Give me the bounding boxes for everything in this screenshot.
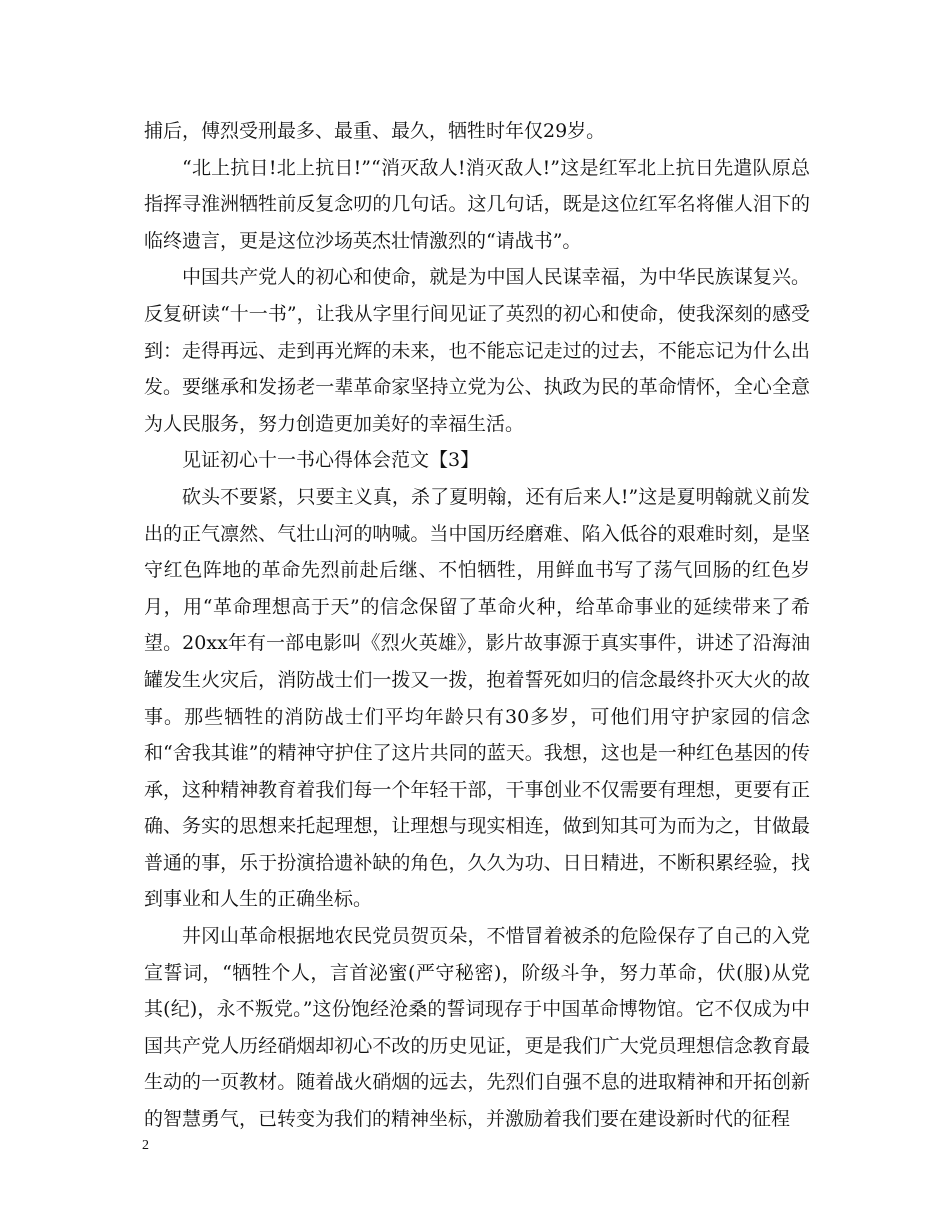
body-text [144,113,810,1138]
section-heading: 见证初心十一书心得体会范文【3】 [182,449,480,472]
paragraph-4: 砍头不要紧，只要主义真，杀了夏明翰，还有后来人!”这是夏明翰就义前发出的正气凛然、气壮山河的呐喊。当中国历经磨难、陷入低谷的艰难时刻，是坚守红色阵地的革命先烈前赴后继、不怕牺牲，用鲜血书写了荡气回肠的红色岁月，用“革命理想高于天”的信念保留了革命火种，给革命事业的延续带来了希望。20xx年有一部电影叫《烈火英雄》，影片故事源于真实事件，讲述了沿海油罐发生火灾后，消防战士们一拨又一拨，抱着誓死如归的信念最终扑灭大火的故事。那些牺牲的消防战士们平均年龄只有30多岁，可他们用守护家园的信念和“舍我其谁”的精神守护住了这片共同的蓝天。我想，这也是一种红色基因的传承，这种精神教育着我们每一个年轻干部，干事创业不仅需要有理想，更要有正确、务实的思想来托起理想，让理想与现实相连，做到知其可为而为之，甘做最普通的事，乐于扮演拾遗补缺的角色，久久为功、日日精进，不断积累经验，找到事业和人生的正确坐标。 [144,485,810,911]
paragraph-5: 井冈山革命根据地农民党员贺页朵，不惜冒着被杀的危险保存了自己的入党宣誓词，“牺牲个人，言首泌蜜(严守秘密)，阶级斗争，努力革命，伏(服)从党其(纪)，永不叛党。”这份饱经沧桑的誓词现存于中国革命博物馆。它不仅成为中国共产党人历经硝烟却初心不改的历史见证，更是我们广大党员理想信念教育最生动的一页教材。随着战火硝烟的远去，先烈们自强不息的进取精神和开拓创新的智慧勇气，已转变为我们的精神坐标，并激励着我们要在建设新时代的征程 [144,925,810,1131]
paragraph-2: “北上抗日!北上抗日!”“消灭敌人!消灭敌人!”这是红军北上抗日先遣队原总指挥寻淮洲牺牲前反复念叨的几句话。这几句话，既是这位红军名将催人泪下的临终遗言，更是这位沙场英杰壮情激烈的“请战书”。 [144,156,810,252]
paragraph-1: 捕后，傅烈受刑最多、最重、最久，牺牲时年仅29岁。 [144,120,606,142]
page-number: 2 [142,1138,149,1153]
paragraph-3: 中国共产党人的初心和使命，就是为中国人民谋幸福，为中华民族谋复兴。反复研读“十一书”，让我从字里行间见证了英烈的初心和使命，使我深刻的感受到：走得再远、走到再光辉的未来，也不能忘记走过的过去，不能忘记为什么出发。要继承和发扬老一辈革命家坚持立党为公、执政为民的革命情怀，全心全意为人民服务，努力创造更加美好的幸福生活。 [144,266,810,435]
